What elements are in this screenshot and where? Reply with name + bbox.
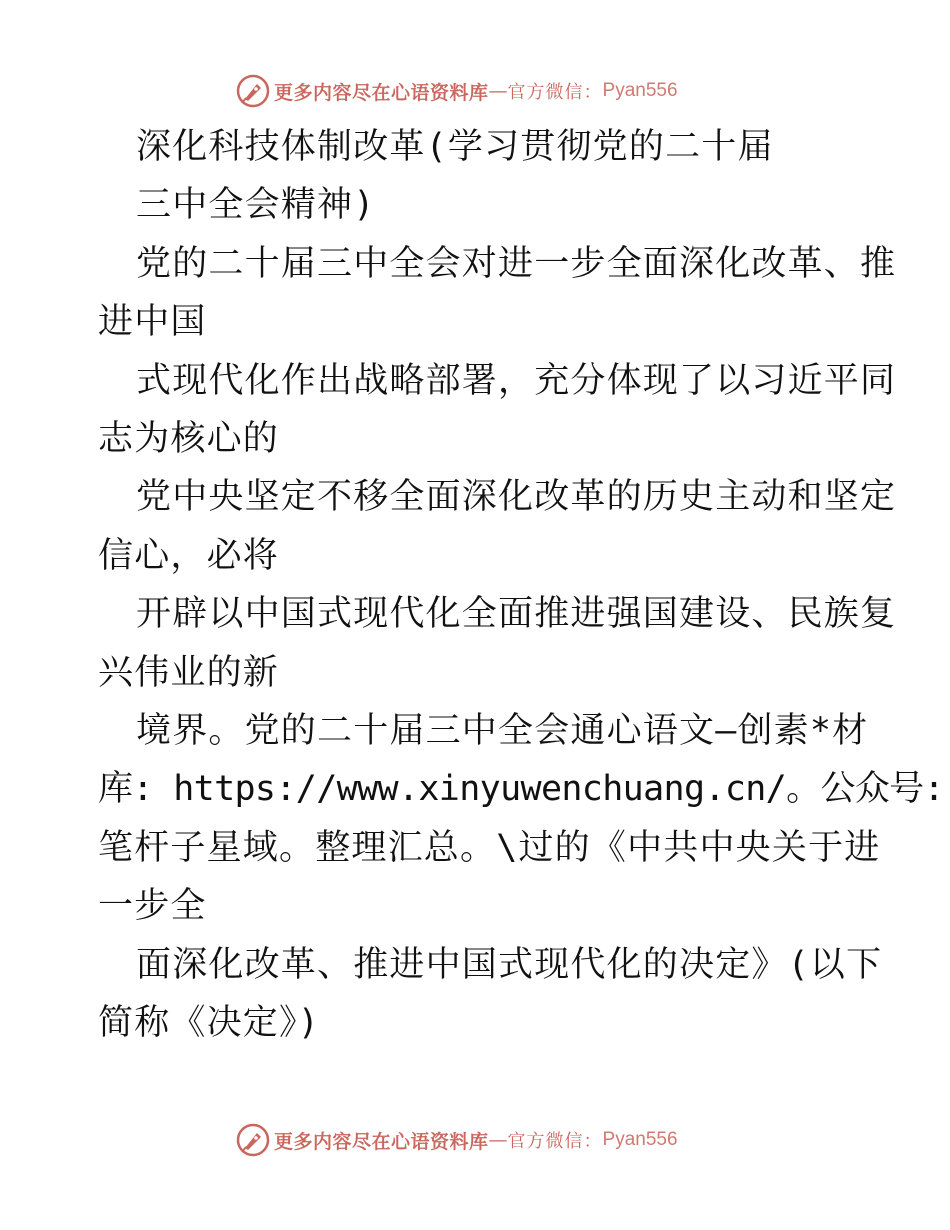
- pen-nib-logo-icon: [236, 1123, 270, 1157]
- watermark-separator: —: [488, 80, 508, 102]
- watermark-brand-text: 更多内容尽在心语资料库: [274, 81, 489, 104]
- document-line: 三中全会精神): [136, 185, 376, 225]
- document-line: 兴伟业的新: [98, 653, 280, 693]
- watermark-wechat-id: Pyan556: [602, 1129, 678, 1150]
- document-line: 党中央坚定不移全面深化改革的历史主动和坚定: [136, 477, 897, 517]
- document-line: 式现代化作出战略部署，充分体现了以习近平同: [136, 361, 897, 401]
- document-line: 笔杆子星域。整理汇总。\过的《中共中央关于进: [98, 828, 881, 868]
- document-line: 进中国: [98, 302, 207, 342]
- watermark-separator: —: [488, 1129, 508, 1151]
- footer-watermark: [236, 1122, 678, 1158]
- header-watermark: [236, 73, 678, 109]
- watermark-brand-text: 更多内容尽在心语资料库: [274, 1130, 489, 1153]
- watermark-wechat-label: 官方微信：: [507, 1131, 603, 1152]
- document-line: 一步全: [98, 886, 207, 926]
- document-line: 志为核心的: [98, 419, 280, 459]
- document-line: 深化科技体制改革(学习贯彻党的二十届: [136, 127, 774, 167]
- document-line: 库: https://www.xinyuwenchuang.cn/。公众号:: [98, 769, 944, 809]
- document-line: 开辟以中国式现代化全面推进强国建设、民族复: [136, 594, 897, 634]
- document-line: 简称《决定》): [98, 1003, 320, 1043]
- document-line: 党的二十届三中全会对进一步全面深化改革、推: [136, 244, 897, 284]
- watermark-wechat-label: 官方微信：: [507, 82, 603, 103]
- document-line: 面深化改革、推进中国式现代化的决定》(以下: [136, 945, 883, 985]
- document-line: 信心，必将: [98, 536, 280, 576]
- watermark-wechat-id: Pyan556: [602, 80, 678, 101]
- document-line: 境界。党的二十届三中全会通心语文—创素*材: [136, 711, 869, 751]
- pen-nib-logo-icon: [236, 74, 270, 108]
